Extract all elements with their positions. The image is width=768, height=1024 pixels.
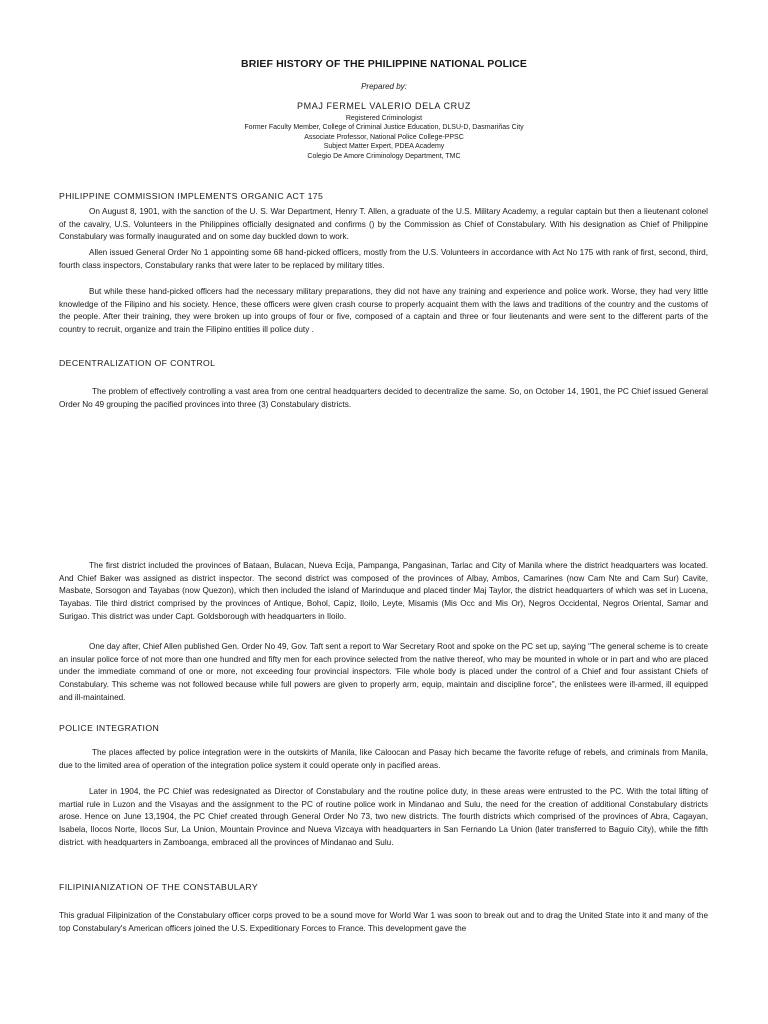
paragraph: The first district included the provinces of Bataan, Bulacan, Nueva Ecija, Pampanga, Pangasinan, Tarlac and City of Manila where the district headquarters was located. And Chief Baker was assigned as district inspector. The second district was composed of the provinces of Albay, Ambos, Camarines (now Cam Nte and Cam Sur) Cavite, Masbate, Sorsogon and Tayabas (now Quezon), which then included the island of Marinduque and placed tinder Maj Taylor, the district headquarters of which was set in Lucena, Tayabas. Tile third district comprised by the provinces of Antique, Bohol, Capiz, Iloilo, Leyte, Misamis (Mis Occ and Mis Or), Negros Occidental, Negros Oriental, Samar and Surigao. This district was under Capt. Goldsborough with headquarters in Iloilo. xyxy=(59,561,708,621)
paragraph: The problem of effectively controlling a vast area from one central headquarters decided to decentralize the same. So, on October 14, 1901, the PC Chief issued General Order No 49 grouping the pacified provinces into three (3) Constabulary districts. xyxy=(59,387,708,409)
credential-line: Former Faculty Member, College of Criminal Justice Education, DLSU-D, Dasmariñas City xyxy=(244,124,524,132)
credential-line: Associate Professor, National Police College-PPSC xyxy=(304,133,464,141)
author-credentials xyxy=(0,114,768,161)
paragraph: This gradual Filipinization of the Constabulary officer corps proved to be a sound move for World War 1 was soon to break out and to drag the United State into it and many of the top Constabulary's American officers joined the U.S. Expeditionary Forces to France. This development gave the xyxy=(59,911,708,933)
paragraph: On August 8, 1901, with the sanction of the U. S. War Department, Henry T. Allen, a graduate of the U.S. Military Academy, a regular captain but then a lieutenant colonel of the cavalry, U.S. Volunteers in the Philippines officially designated and confirms () by the Commission as Chief of Constabulary. With his designation as Chief of Philippine Constabulary was formally inaugurated and on some day buckled down to work. xyxy=(59,207,708,242)
section-heading: POLICE INTEGRATION xyxy=(59,723,160,733)
paragraph: The places affected by police integration were in the outskirts of Manila, like Caloocan and Pasay hich became the favorite refuge of rebels, and criminals from Manila, due to the limited area of operation of the integration police system it could operate only in pacified areas. xyxy=(59,748,708,770)
section-heading: PHILIPPINE COMMISSION IMPLEMENTS ORGANIC ACT 175 xyxy=(59,191,324,201)
author-name: PMAJ FERMEL VALERIO DELA CRUZ xyxy=(297,101,471,111)
paragraph: Allen issued General Order No 1 appointing some 68 hand-picked officers, mostly from the U.S. Volunteers in accordance with Act No 175 with rank of first, second, third, fourth class inspectors, Constabulary ranks that were later to be replaced by military titles. xyxy=(59,248,708,270)
credential-line: Subject Matter Expert, PDEA Academy xyxy=(323,143,445,151)
section-heading: FILIPINIANIZATION OF THE CONSTABULARY xyxy=(59,882,259,892)
paragraph: One day after, Chief Allen published Gen. Order No 49, Gov. Taft sent a report to War Secretary Root and spoke on the PC set up, saying "The general scheme is to create an insular police force of not more than one hundred and fifty men for each province selected from the native thereof, who may be mounted in whole or in part and who are placed under the immediate command of one or more, not exceeding four provincial inspectors. 'File whole body is placed under the control of a Chief and four assistant Chiefs of Constabulary. This scheme was not followed because while full powers are given to properly arm, equip, maintain and discipline force", the enlistees were ill-armed, ill equipped and ill-maintained. xyxy=(59,642,708,702)
credential-line: Registered Criminologist xyxy=(345,115,423,122)
section-heading: DECENTRALIZATION OF CONTROL xyxy=(59,358,216,368)
prepared-by-label: Prepared by: xyxy=(361,82,407,91)
document-title: BRIEF HISTORY OF THE PHILIPPINE NATIONAL POLICE xyxy=(241,58,527,70)
paragraph: But while these hand-picked officers had the necessary military preparations, they did not have any training and experience and police work. Worse, they had very little knowledge of the Filipino and his society. Hence, these officers were given crash course to properly acquaint them with the laws and traditions of the country and the customs of the people. After their training, they were broken up into groups of four or five, composed of a captain and three or four lieutenants and were sent to the different parts of the country to recruit, organize and train the Filipino entities ill police duty . xyxy=(59,287,708,335)
paragraph: Later in 1904, the PC Chief was redesignated as Director of Constabulary and the routine police duty, in these areas were entrusted to the PC. With the total lifting of martial rule in Luzon and the Visayas and the assignment to the PC of routine police work in Mindanao and Sulu, the need for the creation of additional Constabulary districts arose. Hence on June 13,1904, the PC Chief created through General Order No 73, two new districts. The fourth districts which comprised of the provinces of Abra, Cagayan, Isabela, Ilocos Norte, Ilocos Sur, La Union, Mountain Province and Nueva Vizcaya with headquarters in San Fernando La Union (later transferred to Baguio City), while the fifth district. with headquarters in Zamboanga, embraced all the provinces of Mindanao and Sulu. xyxy=(59,787,708,847)
credential-line: Colegio De Amore Criminology Department, TMC xyxy=(307,152,461,160)
